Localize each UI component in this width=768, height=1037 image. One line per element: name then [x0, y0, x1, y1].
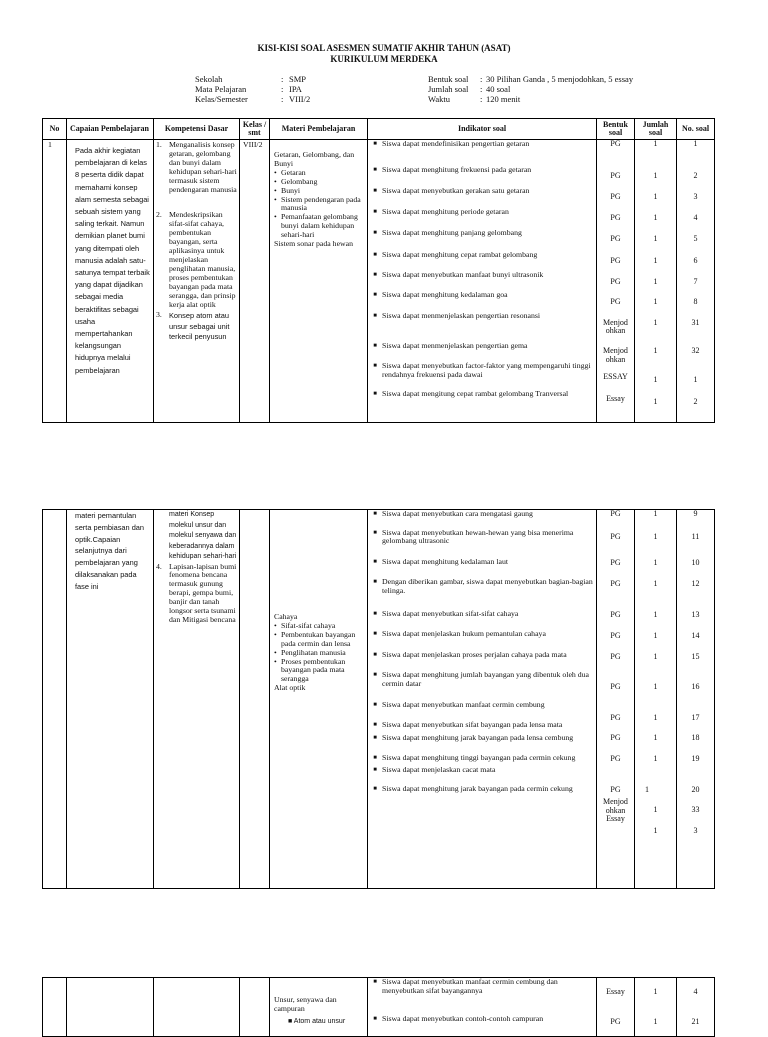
materi-outro: Alat optik	[274, 683, 306, 693]
cell-kompetensi	[154, 978, 240, 1037]
cell-indikator	[368, 140, 597, 423]
indicator-item: ■ Siswa dapat menghitung frekuensi pada getaran	[373, 164, 532, 174]
cell-jumlah: 1 1	[635, 978, 677, 1037]
materi-item: • Bunyi	[274, 187, 364, 196]
indicator-item: ■ Siswa dapat menyebutkan manfaat bunyi ultrasonik	[373, 269, 544, 279]
materi-item: • Sistem pendengaran pada manusia	[274, 196, 364, 214]
capaian-text: Pada akhir kegiatan pembelajaran di kelas 8 peserta didik dapat memahami konsep alam semesta sebagai sebuah sistem yang saling terkait. Namun demikian planet bumi yang ditempati oleh manusia adalah satu-satunya tempat terbaik yang dapat dijadikan sebagai media beraktifitas sebagai usaha mempertahankan kelangsungan hidupnya melalui pembelajaran	[75, 146, 150, 375]
col-bentuk: Bentuk soal	[597, 119, 635, 140]
col-materi: Materi Pembelajaran	[270, 119, 368, 140]
cell-jumlah: 1 1 1 1 1 1 1 1 1 1 1 1	[635, 140, 677, 423]
cell-materi	[270, 510, 368, 889]
table-row	[43, 140, 715, 423]
col-kelas: Kelas / smt	[240, 119, 270, 140]
materi-intro: Unsur, senyawa dan campuran	[274, 995, 337, 1013]
capaian-text: materi pemantulan serta pembiasan dan optik.Capaian selanjutnya dari pembelajaran yang dilaksanakan pada fase ini	[75, 511, 145, 591]
cell-kompetensi	[154, 140, 240, 423]
document-subtitle: KURIKULUM MERDEKA	[330, 54, 438, 64]
indicator-item: ■ Siswa dapat menjelaskan proses perjalan cahaya pada mata	[373, 649, 567, 659]
table-row	[43, 510, 715, 889]
indicator-item: ■ Siswa dapat menyebutkan sifat bayangan pada lensa mata	[373, 720, 563, 730]
col-no: No	[43, 119, 67, 140]
cell-kompetensi	[154, 510, 240, 889]
info-left	[195, 74, 310, 104]
cell-kelas: VIII/2	[240, 140, 270, 423]
materi-item: • Pemanfaatan gelombang bunyi dalam kehidupan sehari-hari	[274, 213, 364, 240]
info-right	[428, 74, 633, 104]
info-jumlah-soal: Jumlah soal : 40 soal	[428, 84, 511, 94]
cell-bentuk: Essay PG	[597, 978, 635, 1037]
table-header-row	[43, 119, 715, 140]
info-kelas-semester: Kelas/Semester : VIII/2	[195, 94, 311, 104]
materi-item: • Pembentukan bayangan pada cermin dan lensa	[274, 631, 364, 649]
materi-outro: Sistem sonar pada hewan	[274, 239, 354, 249]
indicator-item: ■ Siswa dapat menghitung jarak bayangan pada cermin cekung	[373, 783, 573, 793]
info-sekolah: Sekolah : SMP	[195, 74, 307, 84]
indicator-item: ■ Siswa dapat menghitung panjang gelombang	[373, 228, 522, 238]
cell-bentuk: PG PG PG PG PG PG PG PG Menjod ohkan Menjod ohkan ESSAY Essay	[597, 140, 635, 423]
info-waktu: Waktu : 120 menit	[428, 94, 521, 104]
cell-kelas	[240, 978, 270, 1037]
cell-materi	[270, 140, 368, 423]
indicator-item: ■ Siswa dapat menyebutkan cara mengatasi gaung	[373, 509, 533, 518]
cell-nosoal: 9 11 10 12 13 14 15 16 17 18 19 20 33 3	[677, 510, 715, 889]
info-bentuk-soal: Bentuk soal : 30 Pilihan Ganda , 5 menjodohkan, 5 essay	[428, 74, 634, 84]
materi-item: • Getaran	[274, 169, 364, 178]
cell-kelas	[240, 510, 270, 889]
materi-list	[274, 622, 364, 684]
indicator-item: ■ Siswa dapat menghitung kedalaman laut	[373, 556, 509, 566]
kd-3: 3. Konsep atom atau unsur sebagai unit terkecil penyusun	[156, 310, 230, 342]
col-kompetensi: Kompetensi Dasar	[154, 119, 240, 140]
indicator-item: ■ Siswa dapat menyebutkan hewan-hewan yang bisa menerima gelombang ultrasonic	[373, 527, 574, 546]
kd-1: 1. Menganalisis konsep getaran, gelombang dan bunyi dalam kehidupan sehari-hari termasuk sistem pendengaran manusia	[156, 140, 237, 194]
grid-table-1	[42, 118, 715, 423]
indicator-item: ■ Dengan diberikan gambar, siswa dapat menyebutkan bagian-bagian telinga.	[373, 577, 593, 595]
indicator-item: ■ Siswa dapat menyebutkan gerakan satu getaran	[373, 186, 530, 196]
cell-jumlah: 1 1 1 1 1 1 1 1 1 1 1 1 1 1	[635, 510, 677, 889]
indicator-item: ■ Siswa dapat menmenjelaskan pengertian resonansi	[373, 310, 541, 320]
kd-continued: materi Konsep molekul unsur dan molekul senyawa dan keberadannya dalam kehidupan sehari-hari	[169, 511, 237, 560]
indicator-item: ■ Siswa dapat menyebutkan sifat-sifat cahaya	[373, 608, 519, 618]
indicator-item: ■ Siswa dapat menyebutkan factor-faktor yang mempengaruhi tinggi rendahnya frekuensi pada dawai	[373, 360, 591, 379]
table-row	[43, 978, 715, 1037]
indicator-item: ■ Siswa dapat menghitung jumlah bayangan yang dibentuk oleh dua cermin datar	[373, 670, 590, 688]
grid-table-3	[42, 977, 715, 1037]
cell-capaian	[67, 140, 154, 423]
indicator-item: ■ Siswa dapat mengitung cepat rambat gelombang Tranversal	[373, 389, 569, 399]
materi-item: ■ Atom atau unsur	[288, 1017, 346, 1025]
cell-bentuk: PG PG PG PG PG PG PG PG PG PG PG PG Menjod ohkan Essay	[597, 510, 635, 889]
indicator-item: ■ Siswa dapat mendefinisikan pengertian getaran	[373, 139, 530, 148]
document-title: KISI-KISI SOAL ASESMEN SUMATIF AKHIR TAHUN (ASAT)	[257, 43, 511, 53]
cell-materi	[270, 978, 368, 1037]
indicator-item: ■ Siswa dapat menghitung kedalaman goa	[373, 290, 508, 300]
indicator-item: ■ Siswa dapat menyebutkan manfaat cermin cembung	[373, 699, 545, 709]
col-capaian: Capaian Pembelajaran	[67, 119, 154, 140]
cell-no: 1	[43, 140, 67, 423]
materi-item: • Penglihatan manusia	[274, 649, 364, 658]
materi-item: • Gelombang	[274, 178, 364, 187]
col-nosoal: No. soal	[677, 119, 715, 140]
indicator-item: ■ Siswa dapat menghitung tinggi bayangan pada cermin cekung	[373, 753, 576, 763]
col-jumlah: Jumlah soal	[635, 119, 677, 140]
kd-2: 2. Mendeskripsikan sifat-sifat cahaya, pembentukan bayangan, serta aplikasinya untuk menjelaskan penglihatan manusia, proses pembentukan bayangan pada mata serangga, dan prinsip kerja alat optik	[156, 210, 236, 309]
indicator-item: ■ Siswa dapat menyebutkan contoh-contoh campuran	[373, 1014, 544, 1024]
cell-capaian	[67, 510, 154, 889]
materi-intro: Getaran, Gelombang, dan Bunyi	[274, 150, 355, 168]
kd-4: 4. Lapisan-lapisan bumi fenomena bencana termasuk gunung berapi, gempa bumi, banjir dan tanah longsor serta tsunami dan Mitigasi bencana	[156, 561, 237, 624]
indicator-item: ■ Siswa dapat menghitung cepat rambat gelombang	[373, 249, 538, 259]
cell-no	[43, 978, 67, 1037]
indicator-item: ■ Siswa dapat menghitung jarak bayangan pada lensa cembung	[373, 732, 574, 742]
col-indikator: Indikator soal	[368, 119, 597, 140]
indicator-item: ■ Siswa dapat menjelaskan cacat mata	[373, 764, 496, 774]
cell-capaian	[67, 978, 154, 1037]
cell-no	[43, 510, 67, 889]
materi-intro: Cahaya	[274, 612, 298, 621]
indicator-item: ■ Siswa dapat menmenjelaskan pengertian gema	[373, 341, 528, 351]
materi-list	[274, 169, 364, 240]
materi-item: • Sifat-sifat cahaya	[274, 622, 364, 631]
indicator-item: ■ Siswa dapat menghitung periode getaran	[373, 206, 509, 216]
materi-item: • Proses pembentukan bayangan pada mata serangga	[274, 658, 364, 685]
info-mata-pelajaran: Mata Pelajaran : IPA	[195, 84, 302, 94]
cell-nosoal: 1 2 3 4 5 6 7 8 31 32 1 2	[677, 140, 715, 423]
cell-indikator	[368, 510, 597, 889]
indicator-item: ■ Siswa dapat menyebutkan manfaat cermin cembung dan menyebutkan sifat bayangannya	[373, 977, 558, 995]
grid-table-2	[42, 509, 715, 889]
cell-nosoal: 4 21	[677, 978, 715, 1037]
indicator-item: ■ Siswa dapat menjelaskan hukum pemantulan cahaya	[373, 629, 546, 639]
cell-indikator	[368, 978, 597, 1037]
